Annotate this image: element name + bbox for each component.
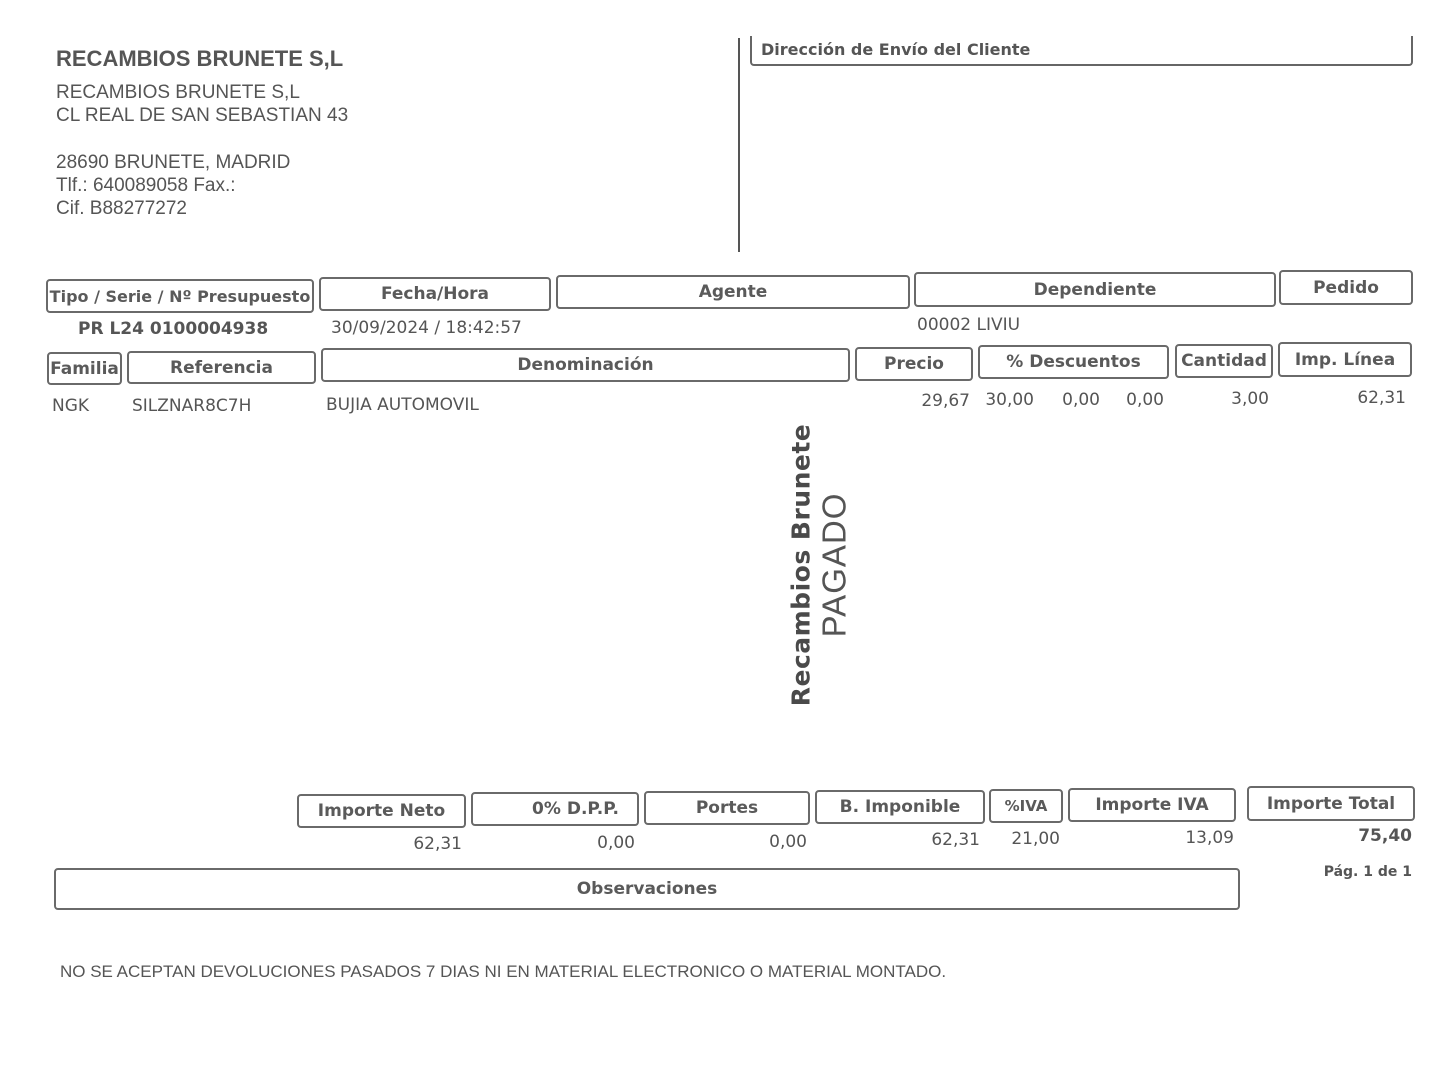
dpp-label: 0% D.P.P. bbox=[471, 792, 639, 826]
fecha-hora-label: Fecha/Hora bbox=[319, 277, 551, 311]
denominacion-label: Denominación bbox=[321, 348, 850, 382]
row-cantidad: 3,00 bbox=[1231, 389, 1269, 409]
company-cif: Cif. B88277272 bbox=[56, 198, 187, 219]
referencia-label: Referencia bbox=[127, 351, 316, 384]
pedido-label: Pedido bbox=[1279, 270, 1413, 305]
dpp-value: 0,00 bbox=[597, 833, 635, 853]
shipping-address-box bbox=[750, 36, 1413, 66]
tipo-serie-label: Tipo / Serie / Nº Presupuesto bbox=[46, 279, 314, 313]
company-address: CL REAL DE SAN SEBASTIAN 43 bbox=[56, 105, 349, 126]
importe-iva-label: Importe IVA bbox=[1068, 788, 1236, 822]
company-name: RECAMBIOS BRUNETE S,L bbox=[56, 82, 300, 103]
tipo-serie-value: PR L24 0100004938 bbox=[78, 319, 269, 339]
row-imp-linea: 62,31 bbox=[1357, 388, 1406, 408]
base-imponible-label: B. Imponible bbox=[815, 790, 985, 824]
company-title: RECAMBIOS BRUNETE S,L bbox=[56, 46, 344, 71]
iva-pct-value: 21,00 bbox=[1011, 829, 1060, 849]
row-denominacion: BUJIA AUTOMOVIL bbox=[326, 395, 479, 415]
importe-total-label: Importe Total bbox=[1247, 786, 1415, 821]
importe-neto-value: 62,31 bbox=[413, 834, 462, 854]
company-city: 28690 BRUNETE, MADRID bbox=[56, 152, 291, 173]
importe-total-value: 75,40 bbox=[1358, 826, 1412, 846]
observaciones-box bbox=[54, 868, 1240, 910]
row-descuento-1: 30,00 bbox=[985, 390, 1034, 410]
importe-iva-value: 13,09 bbox=[1185, 828, 1234, 848]
observaciones-label: Observaciones bbox=[576, 879, 718, 899]
precio-label: Precio bbox=[855, 347, 973, 381]
descuentos-label: % Descuentos bbox=[978, 345, 1169, 379]
company-phone: Tlf.: 640089058 Fax.: bbox=[56, 175, 236, 196]
portes-value: 0,00 bbox=[769, 832, 807, 852]
iva-pct-label: %IVA bbox=[989, 789, 1063, 823]
page-number: Pág. 1 de 1 bbox=[1323, 864, 1412, 880]
paid-stamp bbox=[787, 424, 854, 707]
fecha-hora-value: 30/09/2024 / 18:42:57 bbox=[331, 318, 522, 338]
dependiente-value: 00002 LIVIU bbox=[917, 315, 1021, 335]
footer-note: NO SE ACEPTAN DEVOLUCIONES PASADOS 7 DIAS NI EN MATERIAL ELECTRONICO O MATERIAL MONTADO. bbox=[60, 962, 947, 981]
stamp-company: Recambios Brunete bbox=[786, 423, 816, 707]
importe-neto-label: Importe Neto bbox=[297, 794, 466, 828]
row-referencia: SILZNAR8C7H bbox=[132, 396, 252, 416]
dependiente-label: Dependiente bbox=[914, 272, 1276, 307]
row-precio: 29,67 bbox=[921, 391, 970, 411]
row-descuento-3: 0,00 bbox=[1126, 390, 1164, 410]
row-descuento-2: 0,00 bbox=[1062, 390, 1100, 410]
imp-linea-label: Imp. Línea bbox=[1278, 342, 1412, 377]
header-divider bbox=[738, 38, 740, 252]
agente-label: Agente bbox=[556, 275, 910, 309]
base-imponible-value: 62,31 bbox=[931, 830, 980, 850]
familia-label: Familia bbox=[47, 352, 122, 385]
portes-label: Portes bbox=[644, 791, 810, 825]
cantidad-label: Cantidad bbox=[1175, 344, 1273, 378]
stamp-status: PAGADO bbox=[815, 492, 853, 638]
row-familia: NGK bbox=[52, 396, 90, 416]
shipping-address-label: Dirección de Envío del Cliente bbox=[761, 40, 1031, 59]
